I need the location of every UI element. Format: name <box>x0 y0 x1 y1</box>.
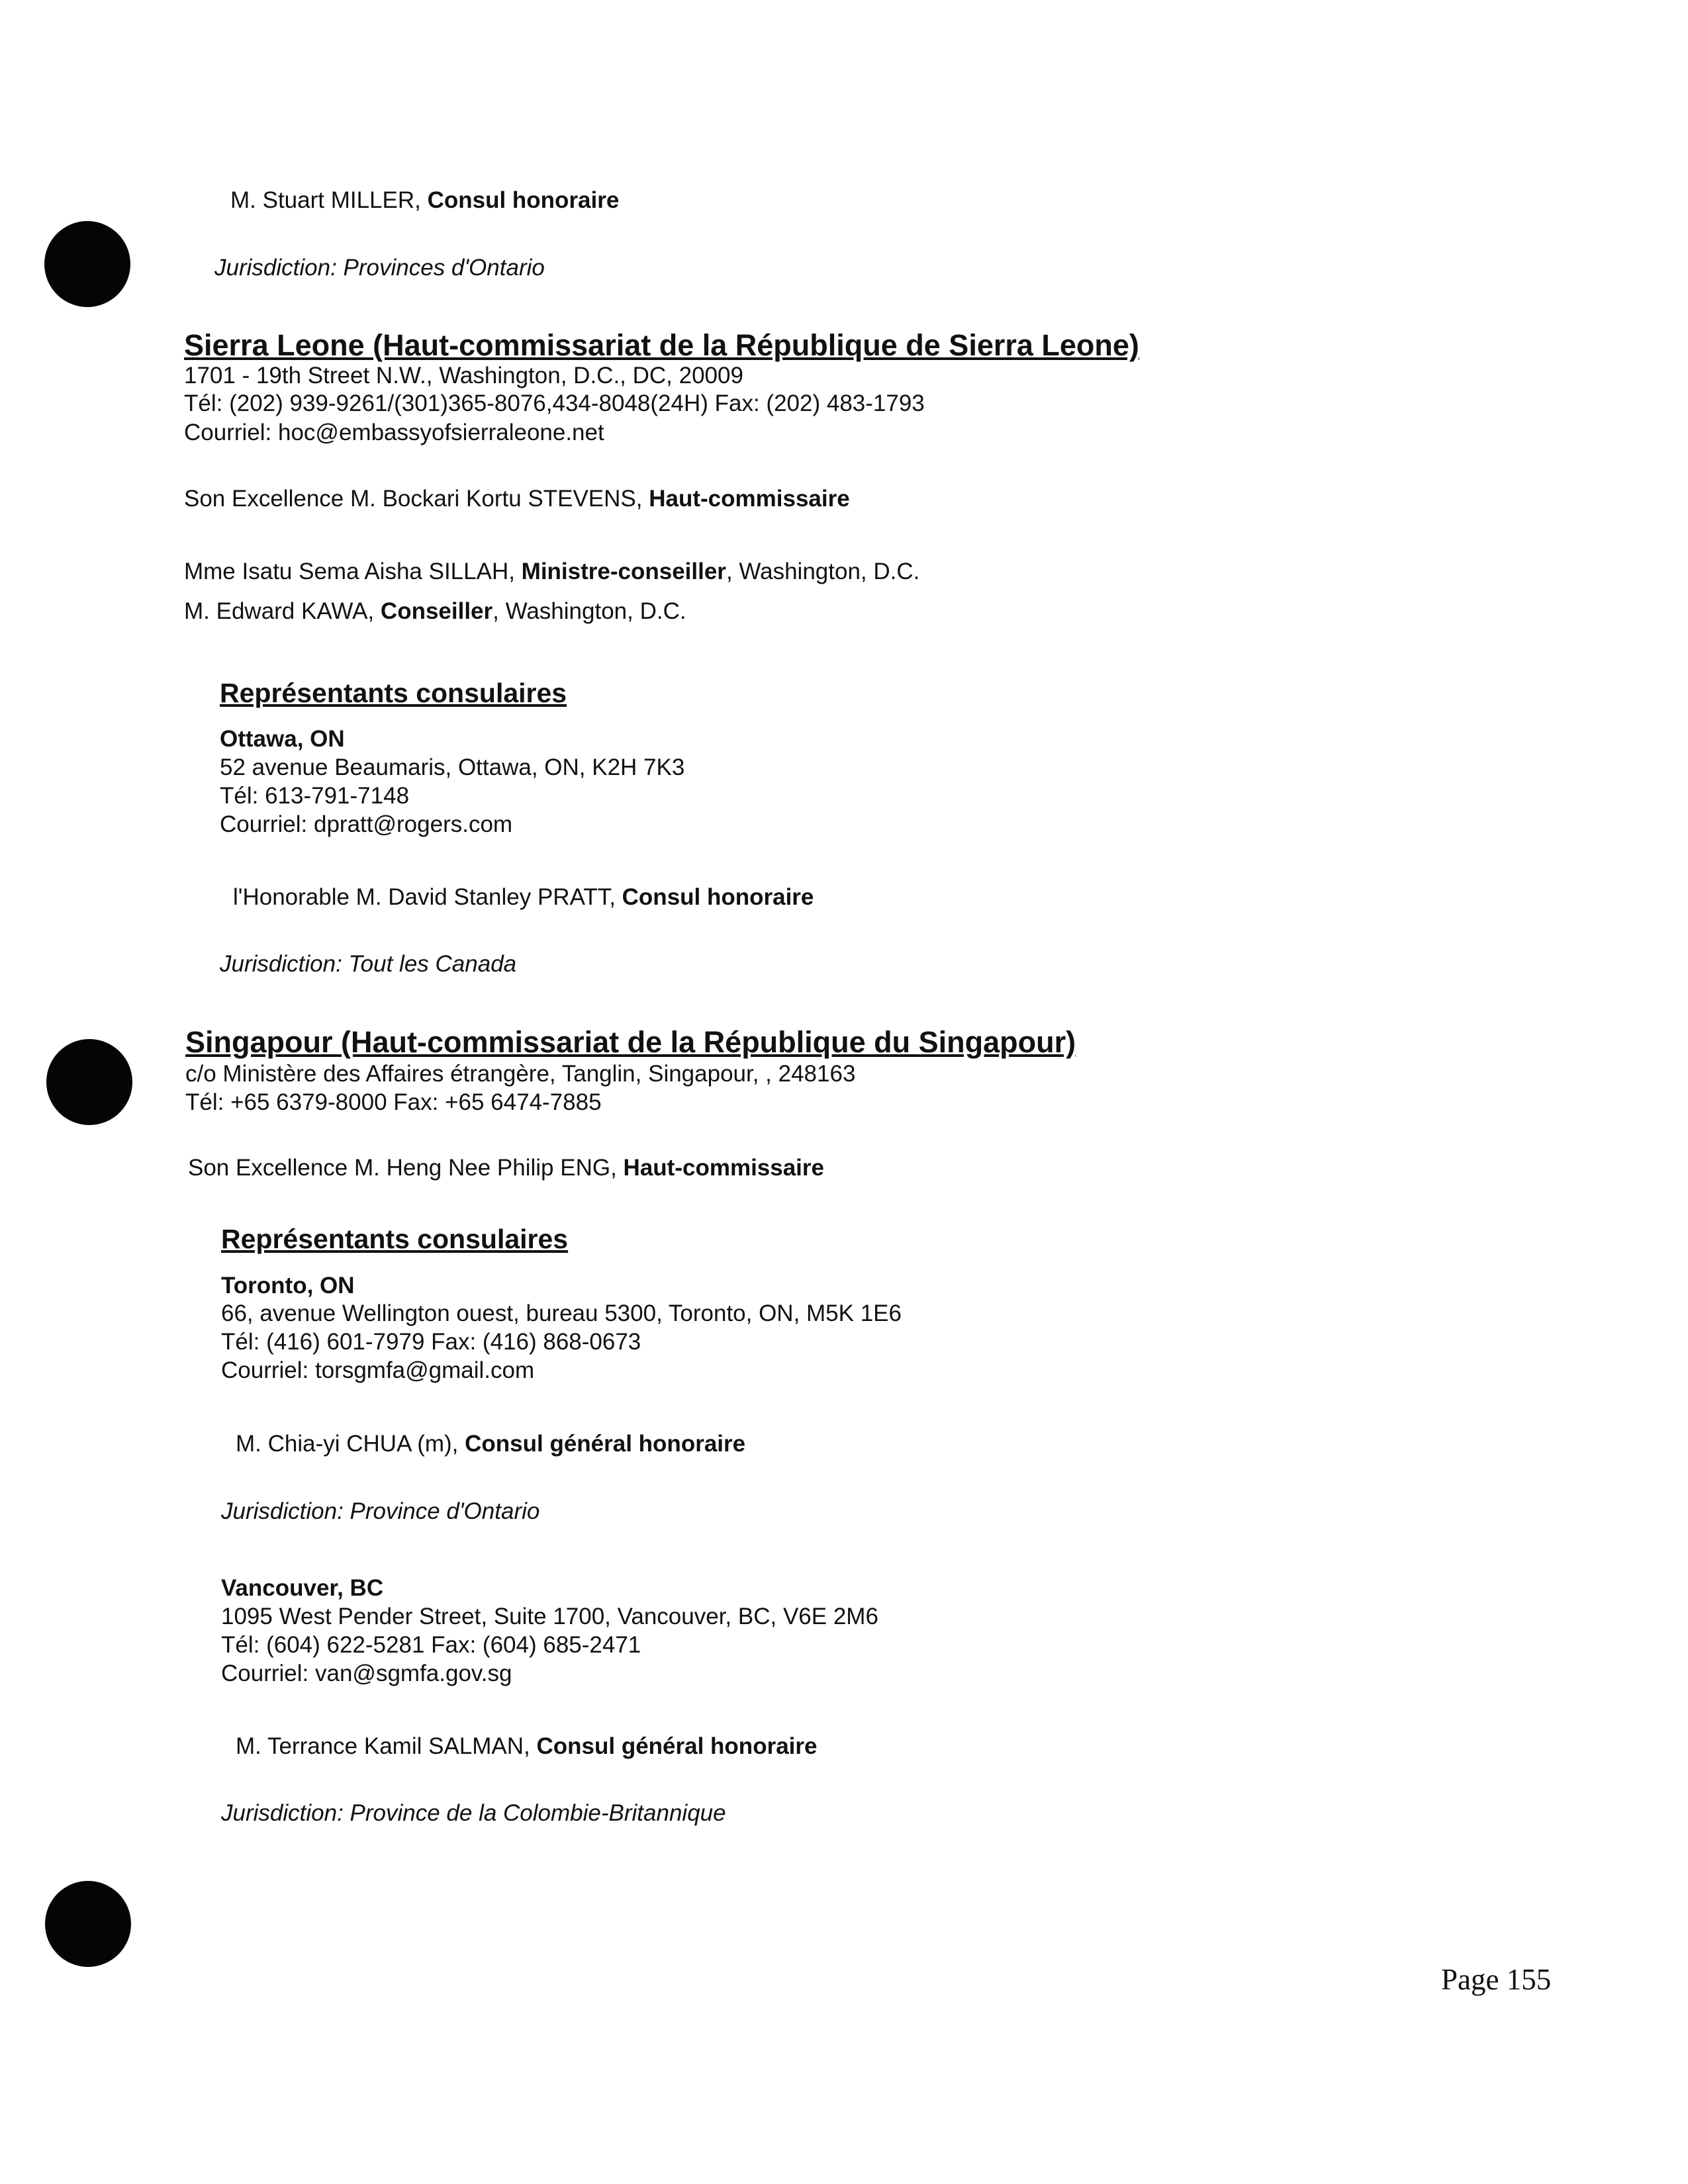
office-email: Courriel: torsgmfa@gmail.com <box>221 1357 535 1383</box>
jurisdiction: Jurisdiction: Provinces d'Ontario <box>214 255 545 281</box>
punch-hole-middle <box>46 1039 132 1125</box>
mission-phone: Tél: +65 6379-8000 Fax: +65 6474-7885 <box>185 1089 602 1115</box>
country-heading: Sierra Leone (Haut-commissariat de la République de Sierra Leone) <box>184 328 1139 362</box>
office-phone: Tél: (416) 601-7979 Fax: (416) 868-0673 <box>221 1329 641 1355</box>
person-entry <box>236 1733 817 1760</box>
office-email: Courriel: dpratt@rogers.com <box>220 811 513 837</box>
person-name: M. Stuart MILLER, <box>230 187 428 213</box>
office-phone: Tél: (604) 622-5281 Fax: (604) 685-2471 <box>221 1632 641 1658</box>
staff-name: M. Edward KAWA, <box>184 598 381 624</box>
person-title: Consul général honoraire <box>536 1733 818 1759</box>
punch-hole-bottom <box>45 1881 131 1967</box>
staff-title: Ministre-conseiller <box>521 559 726 584</box>
staff-name: Mme Isatu Sema Aisha SILLAH, <box>184 559 522 584</box>
staff-title: Conseiller <box>380 598 493 624</box>
person-title: Consul général honoraire <box>465 1431 746 1457</box>
office-phone: Tél: 613-791-7148 <box>220 783 410 809</box>
head-of-mission <box>188 1155 824 1181</box>
mission-address: c/o Ministère des Affaires étrangère, Tanglin, Singapour, , 248163 <box>185 1061 856 1087</box>
office-address: 66, avenue Wellington ouest, bureau 5300, Toronto, ON, M5K 1E6 <box>221 1300 902 1326</box>
office-email: Courriel: van@sgmfa.gov.sg <box>221 1661 512 1686</box>
head-of-mission <box>184 486 850 512</box>
staff-location: , Washington, D.C. <box>492 598 686 624</box>
jurisdiction: Jurisdiction: Province de la Colombie-Britannique <box>221 1800 726 1826</box>
office-city: Vancouver, BC <box>221 1575 384 1601</box>
person-entry <box>230 187 619 214</box>
head-name: Son Excellence M. Bockari Kortu STEVENS, <box>184 486 649 512</box>
staff-entry <box>184 598 686 625</box>
consular-heading: Représentants consulaires <box>221 1224 569 1254</box>
person-name: M. Terrance Kamil SALMAN, <box>236 1733 537 1759</box>
consular-heading: Représentants consulaires <box>220 678 567 708</box>
person-title: Consul honoraire <box>427 187 620 213</box>
person-name: l'Honorable M. David Stanley PRATT, <box>233 884 622 910</box>
mission-email: Courriel: hoc@embassyofsierraleone.net <box>184 420 604 445</box>
office-city: Ottawa, ON <box>220 726 345 752</box>
head-title: Haut-commissaire <box>649 486 850 512</box>
staff-entry <box>184 559 919 585</box>
person-entry <box>236 1431 745 1457</box>
mission-address: 1701 - 19th Street N.W., Washington, D.C., DC, 20009 <box>184 363 743 388</box>
head-title: Haut-commissaire <box>623 1155 824 1181</box>
person-entry <box>233 884 814 911</box>
staff-location: , Washington, D.C. <box>726 559 920 584</box>
jurisdiction: Jurisdiction: Province d'Ontario <box>221 1498 540 1524</box>
head-name: Son Excellence M. Heng Nee Philip ENG, <box>188 1155 624 1181</box>
punch-hole-top <box>44 221 130 307</box>
page-number: Page 155 <box>1441 1963 1552 1996</box>
person-title: Consul honoraire <box>622 884 814 910</box>
country-heading: Singapour (Haut-commissariat de la République du Singapour) <box>185 1025 1076 1059</box>
office-address: 1095 West Pender Street, Suite 1700, Vancouver, BC, V6E 2M6 <box>221 1604 878 1629</box>
person-name: M. Chia-yi CHUA (m), <box>236 1431 465 1457</box>
jurisdiction: Jurisdiction: Tout les Canada <box>220 951 517 977</box>
office-address: 52 avenue Beaumaris, Ottawa, ON, K2H 7K3 <box>220 754 685 780</box>
office-city: Toronto, ON <box>221 1273 355 1298</box>
mission-phone: Tél: (202) 939-9261/(301)365-8076,434-8048(24H) Fax: (202) 483-1793 <box>184 390 925 416</box>
